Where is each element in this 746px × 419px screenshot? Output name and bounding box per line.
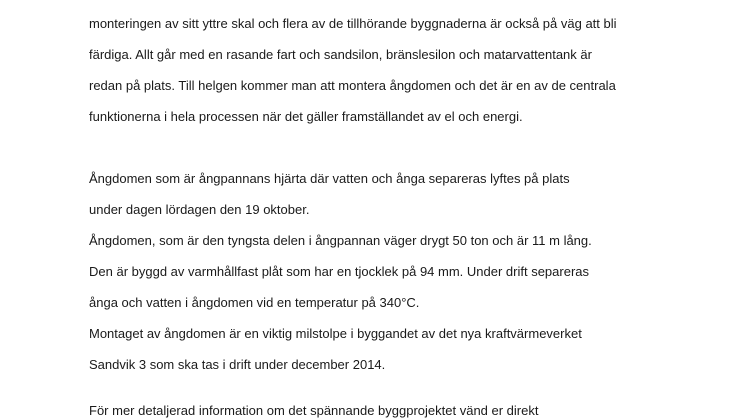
text-line: För mer detaljerad information om det spännande byggprojektet vänd er direkt [89,403,539,418]
text-line: Den är byggd av varmhållfast plåt som har en tjocklek på 94 mm. Under drift separeras [89,264,590,279]
text-line: redan på plats. Till helgen kommer man att montera ångdomen och det är en av de centrala [89,78,616,93]
text-line: ånga och vatten i ångdomen vid en temperatur på 340°C. [89,295,420,310]
text-line: Sandvik 3 som ska tas i drift under december 2014. [89,357,386,372]
text-line: färdiga. Allt går med en rasande fart och sandsilon, bränslesilon och matarvattentank är [89,47,592,62]
text-line: funktionerna i hela processen när det gäller framställandet av el och energi. [89,109,523,124]
text-line: Montaget av ångdomen är en viktig milstolpe i byggandet av det nya kraftvärmeverket [89,326,582,341]
text-line: monteringen av sitt yttre skal och flera av de tillhörande byggnaderna är också på väg att bli [89,16,617,31]
text-line: Ångdomen, som är den tyngsta delen i ångpannan väger drygt 50 ton och är 11 m lång. [89,233,592,248]
text-line: under dagen lördagen den 19 oktober. [89,202,310,217]
text-line: Ångdomen som är ångpannans hjärta där vatten och ånga separeras lyftes på plats [89,171,570,186]
